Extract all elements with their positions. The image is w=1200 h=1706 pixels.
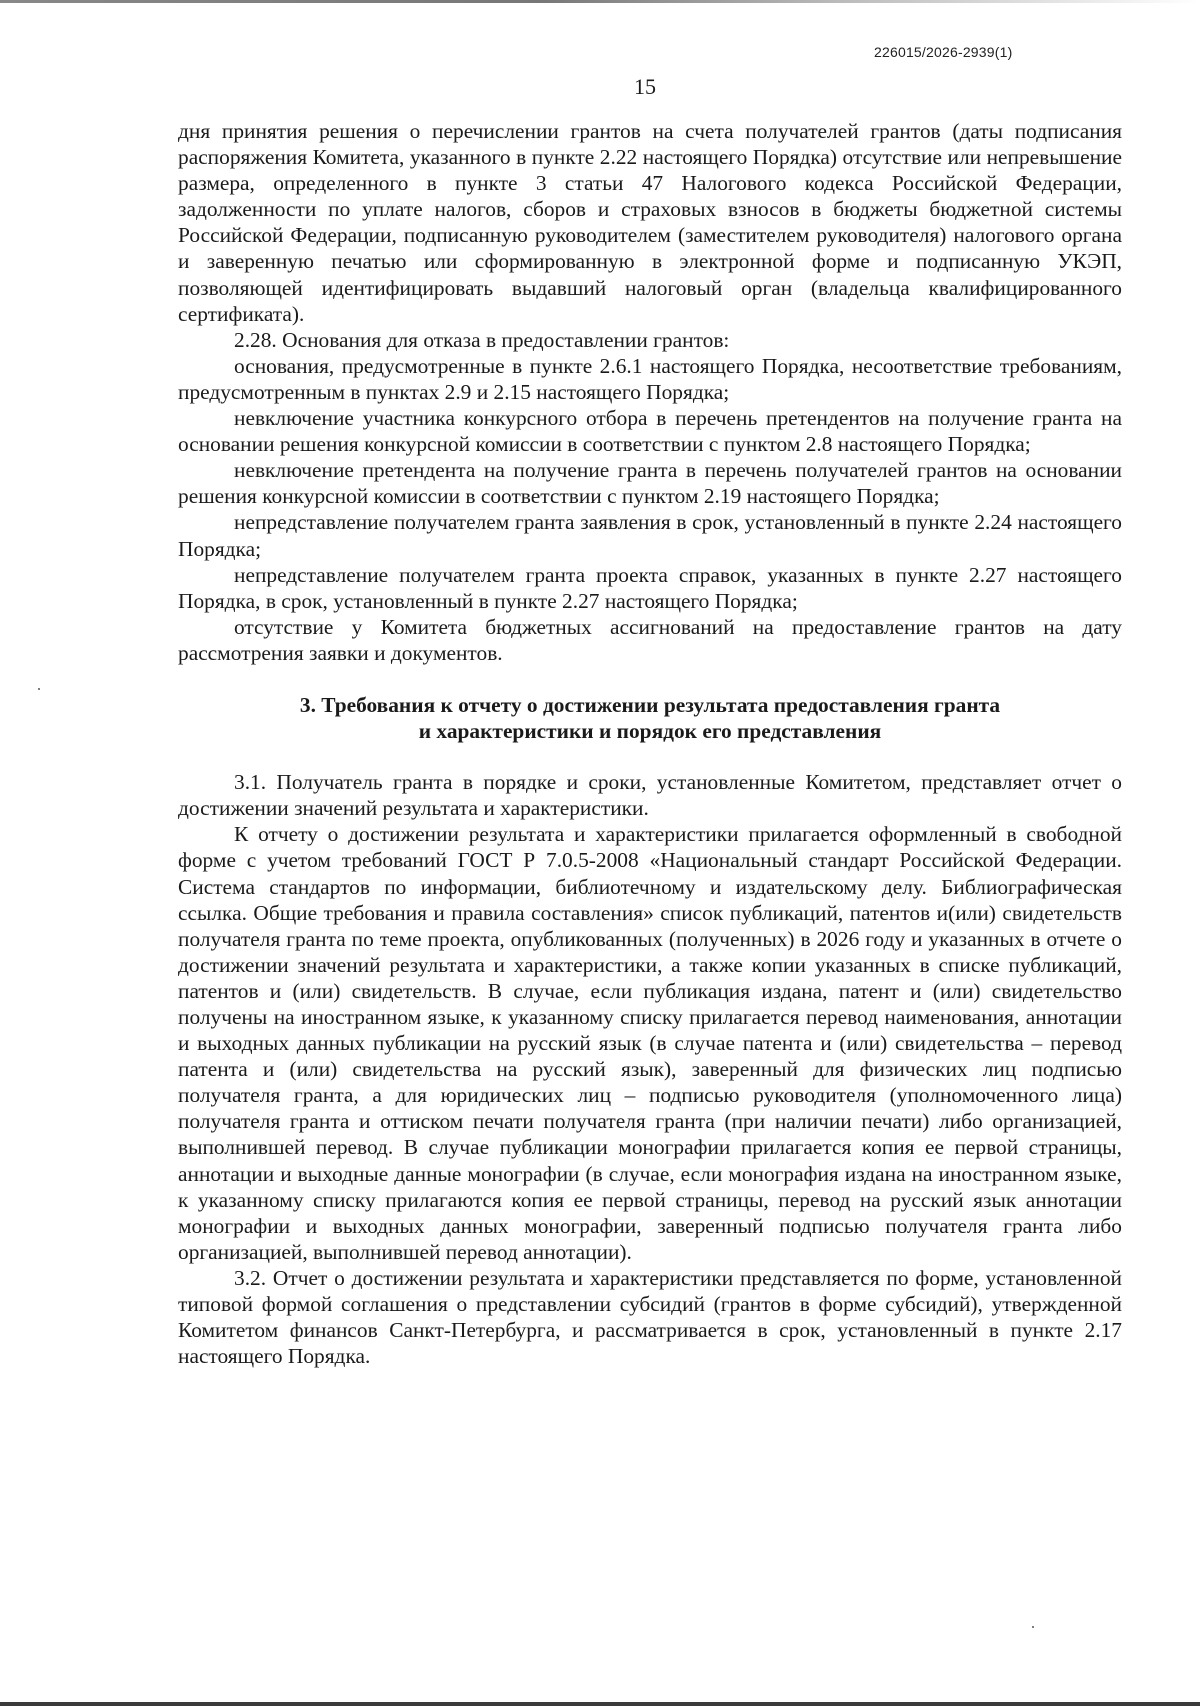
scan-speck [1032,1626,1034,1628]
paragraph-refusal-reason-6: отсутствие у Комитета бюджетных ассигнований на предоставление грантов на дату рассмотрения заявки и документов. [178,614,1122,665]
scan-top-edge [0,0,1200,3]
paragraph-2-28: 2.28. Основания для отказа в предоставлении грантов: [234,327,730,352]
paragraph-refusal-reason-1: основания, предусмотренные в пункте 2.6.1 настоящего Порядка, несоответствие требованиям, предусмотренным в пунктах 2.9 и 2.15 настоящего Порядка; [178,353,1122,404]
paragraph-refusal-reason-3: невключение претендента на получение гранта в перечень получателей грантов на основании решения конкурсной комиссии в соответствии с пунктом 2.19 настоящего Порядка; [178,458,1122,509]
page-number: 15 [634,74,656,99]
paragraph-3-2: 3.2. Отчет о достижении результата и характеристики представляется по форме, установленной типовой формой соглашения о представлении субсидий (грантов в форме субсидий), утвержденной Комитетом финансов Санкт-Петербурга, и рассматривается в срок, установленный в пункте 2.17 настоящего Порядка. [178,1265,1122,1369]
section-heading-line-2: и характеристики и порядок его представления [418,719,882,744]
paragraph-refusal-reason-2: невключение участника конкурсного отбора в перечень претендентов на получение гранта на основании решения конкурсной комиссии в соответствии с пунктом 2.8 настоящего Порядка; [178,406,1122,457]
section-heading [178,692,1122,744]
paragraph-refusal-reason-4: непредставление получателем гранта заявления в срок, установленный в пункте 2.24 настоящего Порядка; [178,510,1122,561]
paragraph-report-attachments: К отчету о достижении результата и характеристики прилагается оформленный в свободной форме с учетом требований ГОСТ Р 7.0.5-2008 «Национальный стандарт Российской Федерации. Система стандартов по информации, библиотечному и издательскому делу. Библиографическая ссылка. Общие требования и правила составления» список публикаций, патентов и(или) свидетельств получателя гранта по теме проекта, опубликованных (полученных) в 2026 году и указанных в отчете о достижении значений результата и характеристики, а также копии указанных в списке публикаций, патентов и (или) свидетельств. В случае, если публикация издана, патент и (или) свидетельство получены на иностранном языке, к указанному списку прилагается перевод наименования, аннотации и выходных данных публикации на русский язык (в случае патента и (или) свидетельства – перевод патента и (или) свидетельства на русский язык), заверенный для физических лиц подписью получателя гранта, а для юридических лиц – подписью руководителя (уполномоченного лица) получателя гранта и оттиском печати получателя гранта (при наличии печати) либо организацией, выполнившей перевод. В случае публикации монографии прилагается копия ее первой страницы, аннотации и выходные данные монографии (в случае, если монография издана на иностранном языке, к указанному списку прилагаются копия ее первой страницы, перевод на русский язык аннотации монографии и выходных данных монографии, заверенный подписью получателя гранта либо организацией, выполнившей перевод аннотации). [178,822,1122,1264]
paragraph-continuation: дня принятия решения о перечислении грантов на счета получателей грантов (даты подписания распоряжения Комитета, указанного в пункте 2.22 настоящего Порядка) отсутствие или непревышение размера, определенного в пункте 3 статьи 47 Налогового кодекса Российской Федерации, задолженности по уплате налогов, сборов и страховых взносов в бюджеты бюджетной системы Российской Федерации, подписанную руководителем (заместителем руководителя) налогового органа и заверенную печатью или сформированную в электронной форме и подписанную УКЭП, позволяющей идентифицировать выдавший налоговый орган (владельца квалифицированного сертификата). [178,119,1122,326]
scan-speck [38,688,40,690]
section-heading-line-1: 3. Требования к отчету о достижении результата предоставления гранта [299,692,1001,717]
paragraph-3-1: 3.1. Получатель гранта в порядке и сроки, установленные Комитетом, представляет отчет о достижении значений результата и характеристики. [178,770,1122,821]
document-body [178,118,1122,1369]
scan-bottom-edge [0,1702,1200,1706]
paragraph-refusal-reason-5: непредставление получателем гранта проекта справок, указанных в пункте 2.27 настоящего Порядка, в срок, установленный в пункте 2.27 настоящего Порядка; [178,562,1122,613]
document-id: 226015/2026-2939(1) [874,44,1013,60]
